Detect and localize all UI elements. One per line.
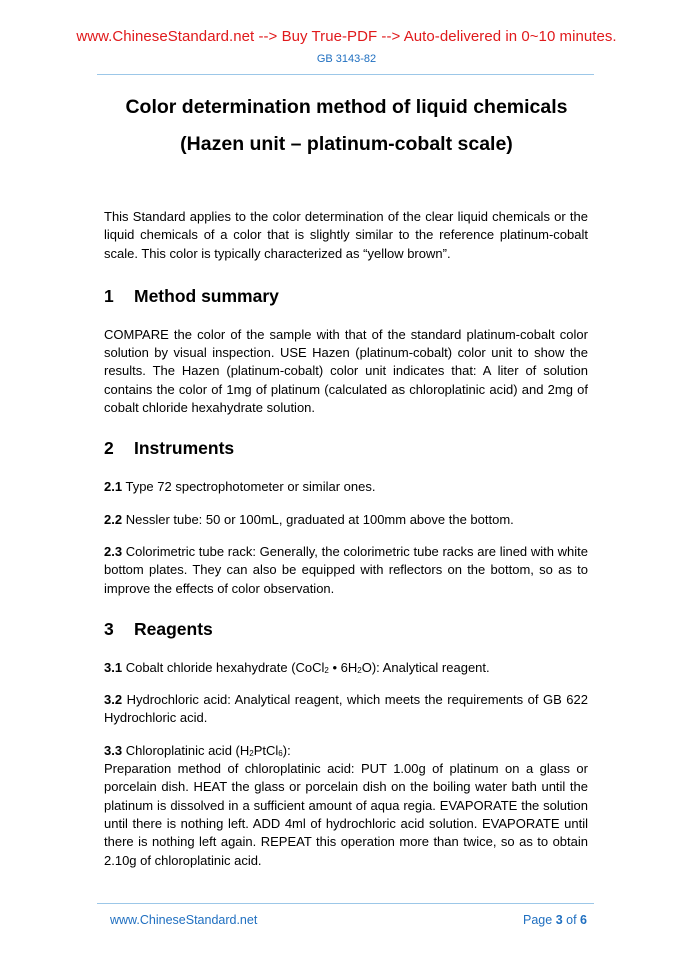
section-title: Instruments — [134, 438, 235, 459]
intro-paragraph: This Standard applies to the color determination of the clear liquid chemicals or the liquid chemicals of a color that is slightly similar to the reference platinum-cobalt scale. This color is typically characterized as “yellow brown”. — [104, 209, 588, 261]
section-title: Reagents — [134, 618, 213, 639]
subscript: 2 — [324, 665, 329, 675]
clause-2-1 — [104, 478, 588, 496]
clause-text: • 6H — [328, 659, 358, 675]
header-banner[interactable]: www.ChineseStandard.net --> Buy True-PDF --> Auto-delivered in 0~10 minutes. — [76, 28, 617, 45]
subscript: 2 — [357, 665, 362, 675]
document-title-line-1: Color determination method of liquid chemicals — [125, 96, 568, 118]
clause-3-1 — [104, 659, 588, 677]
clause-2-3 — [104, 543, 588, 598]
clause-number: 3.2 — [104, 692, 123, 708]
clause-number: 2.2 — [104, 511, 123, 527]
clause-2-2 — [104, 511, 588, 529]
page-of: of — [566, 913, 577, 927]
clause-text: O): Analytical reagent. — [361, 659, 490, 675]
header-divider — [97, 74, 594, 75]
section-number: 1 — [104, 285, 114, 306]
clause-number: 3.1 — [104, 659, 123, 675]
clause-text: Hydrochloric acid: Analytical reagent, which meets the requirements of GB 622 Hydrochloric acid. — [104, 692, 588, 726]
clause-text: Type 72 spectrophotometer or similar ones. — [125, 479, 376, 495]
clause-3-3-body: Preparation method of chloroplatinic acid: PUT 1.00g of platinum on a glass or porcelain dish. HEAT the glass or porcelain dish on the boiling water bath until the platinum is dissolved in a sufficient amount of aqua regia. EVAPORATE the solution until there is nothing left. ADD 4ml of hydrochloric acid solution. EVAPORATE until there is nothing left again. REPEAT this operation more than twice, so as to obtain 2.10g of chloroplatinic acid. — [104, 761, 588, 868]
section-number: 2 — [104, 438, 114, 459]
clause-text: Chloroplatinic acid (H — [125, 742, 250, 758]
page-current: 3 — [555, 913, 563, 927]
document-title-line-2: (Hazen unit – platinum-cobalt scale) — [180, 133, 513, 155]
section-3-heading — [104, 618, 588, 640]
clause-number: 2.3 — [104, 543, 123, 559]
page-label: Page — [523, 913, 553, 927]
clause-3-3 — [104, 742, 588, 760]
clause-3-2 — [104, 691, 588, 728]
section-number: 3 — [104, 618, 114, 639]
clause-number: 3.3 — [104, 742, 123, 758]
clause-text: PtCl — [253, 742, 279, 758]
standard-code: GB 3143-82 — [316, 53, 377, 65]
clause-text: Colorimetric tube rack: Generally, the colorimetric tube racks are lined with white bottom plates. They can also be equipped with reflectors on the bottom, so as to improve the effects of color observation. — [104, 543, 588, 596]
page-total: 6 — [580, 913, 587, 927]
page-indicator — [523, 913, 587, 927]
footer-divider — [97, 903, 594, 904]
clause-number: 2.1 — [104, 479, 123, 495]
section-title: Method summary — [134, 285, 279, 306]
subscript: 2 — [249, 748, 254, 758]
clause-text: Nessler tube: 50 or 100mL, graduated at 100mm above the bottom. — [125, 511, 514, 527]
subscript: 6 — [278, 748, 283, 758]
section-2-heading — [104, 437, 588, 459]
section-1-text: COMPARE the color of the sample with that of the standard platinum-cobalt color solution by visual inspection. USE Hazen (platinum-cobalt) color unit to show the results. The Hazen (platinum-cobalt) color unit indicates that: A liter of solution contains the color of 1mg of platinum (calculated as chloroplatinic acid) and 2mg of cobalt chloride hexahydrate solution. — [104, 326, 588, 416]
section-1-heading — [104, 285, 588, 307]
footer-site-link[interactable]: www.ChineseStandard.net — [110, 913, 258, 927]
clause-text: Cobalt chloride hexahydrate (CoCl — [125, 659, 325, 675]
document-body — [104, 208, 588, 870]
clause-text: ): — [282, 742, 291, 758]
